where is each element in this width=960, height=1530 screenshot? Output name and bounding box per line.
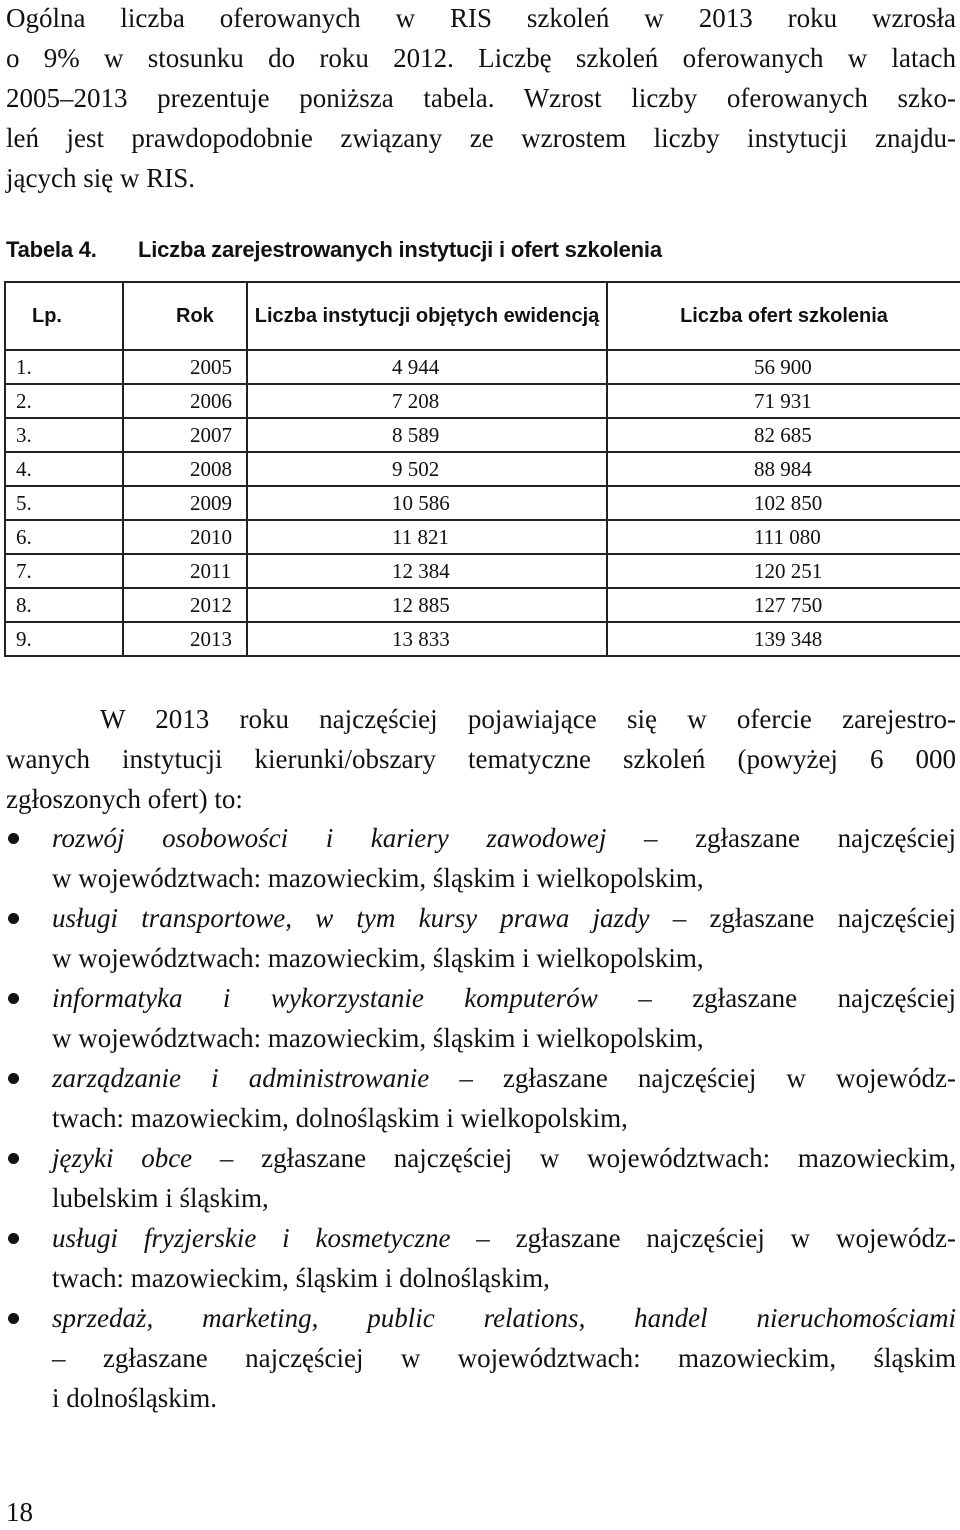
table-row xyxy=(5,384,960,418)
bullet-item xyxy=(6,1138,956,1218)
cell-offers: 82 685 xyxy=(607,418,960,452)
bullet-item xyxy=(6,1218,956,1298)
cell-offers: 102 850 xyxy=(607,486,960,520)
bullet-description: twach: mazowieckim, śląskim i dolnośląskim, xyxy=(52,1263,550,1293)
bullet-topic: sprzedaż, marketing, public relations, handel nieruchomościami xyxy=(52,1303,956,1333)
cell-rok: 2011 xyxy=(123,554,247,588)
table-row xyxy=(5,622,960,656)
bullet-line xyxy=(52,1178,956,1218)
bullet-topic: języki obce xyxy=(52,1143,193,1173)
bullet-line xyxy=(52,1058,956,1098)
header-rok: Rok xyxy=(123,282,247,350)
cell-institutions: 4 944 xyxy=(247,350,607,384)
bullet-dot-icon xyxy=(8,1233,19,1244)
cell-offers: 127 750 xyxy=(607,588,960,622)
table-row xyxy=(5,452,960,486)
bullet-topic: usługi transportowe, w tym kursy prawa jazdy xyxy=(52,903,650,933)
cell-offers: 71 931 xyxy=(607,384,960,418)
table-row xyxy=(5,588,960,622)
page-number: 18 xyxy=(6,1497,33,1527)
bullet-dot-icon xyxy=(8,993,19,1004)
bullet-description: – zgłaszane najczęściej xyxy=(606,823,957,853)
cell-offers: 111 080 xyxy=(607,520,960,554)
header-offers: Liczba ofert szkolenia xyxy=(607,282,960,350)
cell-lp: 5. xyxy=(5,486,123,520)
bullet-description: – zgłaszane najczęściej w wojewódz- xyxy=(450,1223,956,1253)
intro-line: 2005–2013 prezentuje poniższa tabela. Wzrost liczby oferowanych szko- xyxy=(6,83,956,113)
intro-line: jących się w RIS. xyxy=(6,163,195,193)
bullet-line xyxy=(52,1298,956,1338)
cell-lp: 1. xyxy=(5,350,123,384)
cell-lp: 2. xyxy=(5,384,123,418)
cell-institutions: 13 833 xyxy=(247,622,607,656)
bullet-description: – zgłaszane najczęściej w województwach: mazowieckim, śląskim xyxy=(52,1343,956,1373)
bullet-description: w województwach: mazowieckim, śląskim i wielkopolskim, xyxy=(52,1023,704,1053)
cell-institutions: 8 589 xyxy=(247,418,607,452)
bullet-dot-icon xyxy=(8,1153,19,1164)
bullet-description: – zgłaszane najczęściej w województwach: mazowieckim, xyxy=(192,1143,957,1173)
table-row xyxy=(5,486,960,520)
intro-line: Ogólna liczba oferowanych w RIS szkoleń w 2013 roku wzrosła xyxy=(6,3,956,33)
cell-offers: 88 984 xyxy=(607,452,960,486)
table-row xyxy=(5,520,960,554)
table-row xyxy=(5,554,960,588)
bullet-topic: rozwój osobowości i kariery zawodowej xyxy=(52,823,607,853)
bullet-line xyxy=(52,858,956,898)
bullet-item xyxy=(6,818,956,898)
bullet-dot-icon xyxy=(8,1313,19,1324)
cell-lp: 7. xyxy=(5,554,123,588)
intro-line: leń jest prawdopodobnie związany ze wzrostem liczby instytucji znajdu- xyxy=(6,123,956,153)
table-caption xyxy=(6,232,662,268)
bullet-topic: zarządzanie i administrowanie xyxy=(52,1063,430,1093)
cell-rok: 2009 xyxy=(123,486,247,520)
bullet-line xyxy=(52,1138,956,1178)
bullet-line xyxy=(52,1018,956,1058)
bullet-description: – zgłaszane najczęściej xyxy=(597,983,956,1013)
bullet-line xyxy=(52,1218,956,1258)
bullet-dot-icon xyxy=(8,913,19,924)
cell-rok: 2010 xyxy=(123,520,247,554)
bullet-description: i dolnośląskim. xyxy=(52,1383,218,1413)
cell-institutions: 7 208 xyxy=(247,384,607,418)
bullet-description: lubelskim i śląskim, xyxy=(52,1183,269,1213)
header-institutions: Liczba instytucji objętych ewidencją xyxy=(247,282,607,350)
cell-institutions: 10 586 xyxy=(247,486,607,520)
table-row xyxy=(5,418,960,452)
bullet-description: w województwach: mazowieckim, śląskim i wielkopolskim, xyxy=(52,943,704,973)
bullet-line xyxy=(52,818,956,858)
table-caption-title: Liczba zarejestrowanych instytucji i ofert szkolenia xyxy=(138,237,662,262)
second-paragraph-line: wanych instytucji kierunki/obszary tematyczne szkoleń (powyżej 6 000 xyxy=(6,744,956,774)
header-lp: Lp. xyxy=(5,282,123,350)
bullet-line xyxy=(52,978,956,1018)
cell-rok: 2008 xyxy=(123,452,247,486)
table-caption-label: Tabela 4. xyxy=(6,237,97,262)
cell-offers: 56 900 xyxy=(607,350,960,384)
cell-institutions: 12 885 xyxy=(247,588,607,622)
cell-rok: 2006 xyxy=(123,384,247,418)
bullet-description: w województwach: mazowieckim, śląskim i wielkopolskim, xyxy=(52,863,704,893)
intro-line: o 9% w stosunku do roku 2012. Liczbę szkoleń oferowanych w latach xyxy=(6,43,956,73)
topics-bullet-list xyxy=(6,818,956,1418)
cell-rok: 2013 xyxy=(123,622,247,656)
data-table xyxy=(4,281,960,657)
bullet-item xyxy=(6,898,956,978)
second-paragraph-line: W 2013 roku najczęściej pojawiające się w ofercie zarejestro- xyxy=(100,704,956,734)
table-body xyxy=(5,350,960,656)
intro-paragraph xyxy=(6,0,956,198)
second-paragraph-line: zgłoszonych ofert) to: xyxy=(6,784,243,814)
cell-lp: 3. xyxy=(5,418,123,452)
bullet-item xyxy=(6,1298,956,1418)
bullet-topic: usługi fryzjerskie i kosmetyczne xyxy=(52,1223,451,1253)
bullet-line xyxy=(52,1338,956,1378)
bullet-line xyxy=(52,1378,956,1418)
cell-offers: 139 348 xyxy=(607,622,960,656)
cell-lp: 6. xyxy=(5,520,123,554)
table-row xyxy=(5,350,960,384)
bullet-description: twach: mazowieckim, dolnośląskim i wielkopolskim, xyxy=(52,1103,628,1133)
table-header-row xyxy=(5,282,960,350)
cell-institutions: 11 821 xyxy=(247,520,607,554)
bullet-topic: informatyka i wykorzystanie komputerów xyxy=(52,983,598,1013)
bullet-line xyxy=(52,938,956,978)
second-paragraph xyxy=(6,699,956,819)
cell-lp: 4. xyxy=(5,452,123,486)
cell-rok: 2005 xyxy=(123,350,247,384)
cell-rok: 2007 xyxy=(123,418,247,452)
cell-institutions: 12 384 xyxy=(247,554,607,588)
cell-rok: 2012 xyxy=(123,588,247,622)
bullet-description: – zgłaszane najczęściej w wojewódz- xyxy=(429,1063,956,1093)
bullet-line xyxy=(52,1258,956,1298)
bullet-description: – zgłaszane najczęściej xyxy=(649,903,957,933)
cell-lp: 8. xyxy=(5,588,123,622)
bullet-item xyxy=(6,1058,956,1138)
cell-lp: 9. xyxy=(5,622,123,656)
cell-institutions: 9 502 xyxy=(247,452,607,486)
bullet-dot-icon xyxy=(8,833,19,844)
bullet-item xyxy=(6,978,956,1058)
cell-offers: 120 251 xyxy=(607,554,960,588)
bullet-line xyxy=(52,1098,956,1138)
bullet-line xyxy=(52,898,956,938)
bullet-dot-icon xyxy=(8,1073,19,1084)
